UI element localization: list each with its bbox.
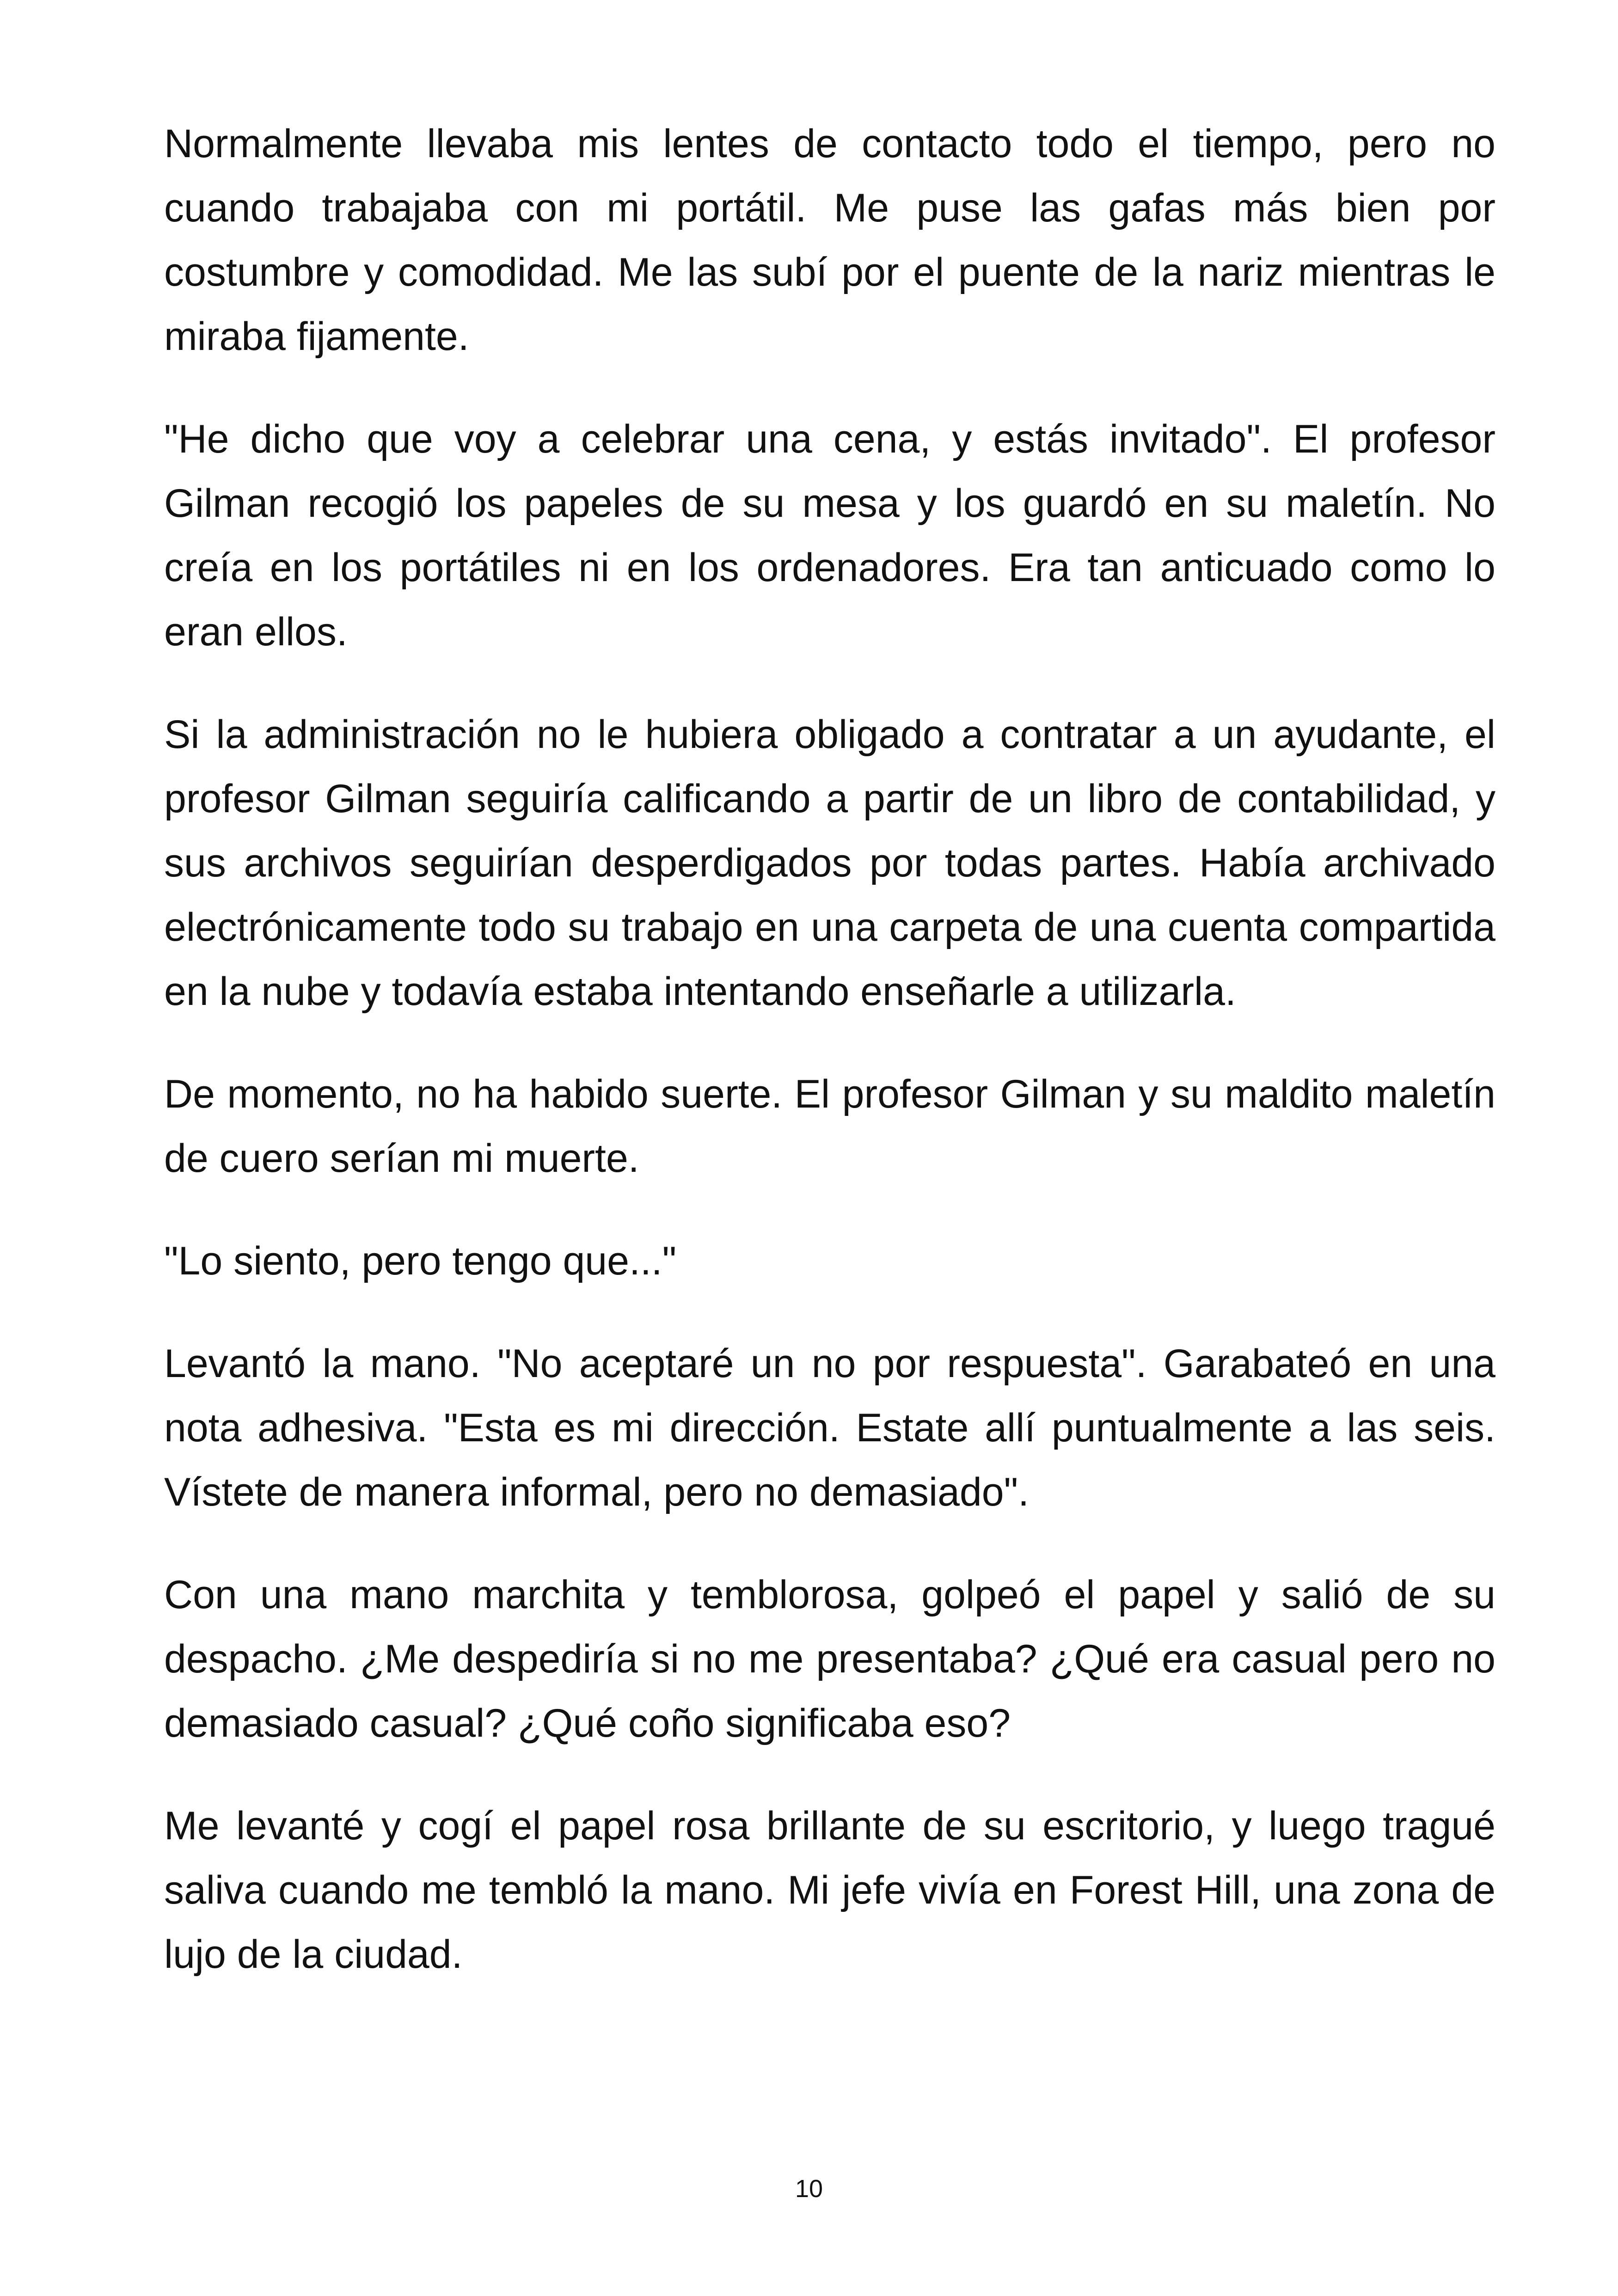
page-number: 10 (795, 2175, 823, 2203)
paragraph-1: Normalmente llevaba mis lentes de contacto todo el tiempo, pero no cuando trabajaba con mi portátil. Me puse las gafas más bien por costumbre y comodidad. Me las subí por el puente de la nariz mientras le miraba fijamente. (164, 122, 1495, 359)
body-text (164, 112, 1495, 2025)
paragraph-3: Si la administración no le hubiera obligado a contratar a un ayudante, el profesor Gilman seguiría calificando a partir de un libro de contabilidad, y sus archivos seguirían desperdigados por todas partes. Había archivado electrónicamente todo su trabajo en una carpeta de una cuenta compartida en la nube y todavía estaba intentando enseñarle a utilizarla. (164, 712, 1495, 1014)
paragraph-4: De momento, no ha habido suerte. El profesor Gilman y su maldito maletín de cuero serían mi muerte. (164, 1072, 1495, 1181)
paragraph-6: Levantó la mano. "No aceptaré un no por respuesta". Garabateó en una nota adhesiva. "Esta es mi dirección. Estate allí puntualmente a las seis. Vístete de manera informal, pero no demasiado". (164, 1341, 1495, 1514)
paragraph-5: "Lo siento, pero tengo que..." (164, 1239, 677, 1283)
paragraph-8: Me levanté y cogí el papel rosa brillante de su escritorio, y luego tragué saliva cuando me tembló la mano. Mi jefe vivía en Forest Hill, una zona de lujo de la ciudad. (164, 1804, 1495, 1977)
paragraph-2: "He dicho que voy a celebrar una cena, y estás invitado". El profesor Gilman recogió los papeles de su mesa y los guardó en su maletín. No creía en los portátiles ni en los ordenadores. Era tan anticuado como lo eran ellos. (164, 417, 1495, 654)
paragraph-7: Con una mano marchita y temblorosa, golpeó el papel y salió de su despacho. ¿Me despediría si no me presentaba? ¿Qué era casual pero no demasiado casual? ¿Qué coño significaba eso? (164, 1573, 1495, 1745)
